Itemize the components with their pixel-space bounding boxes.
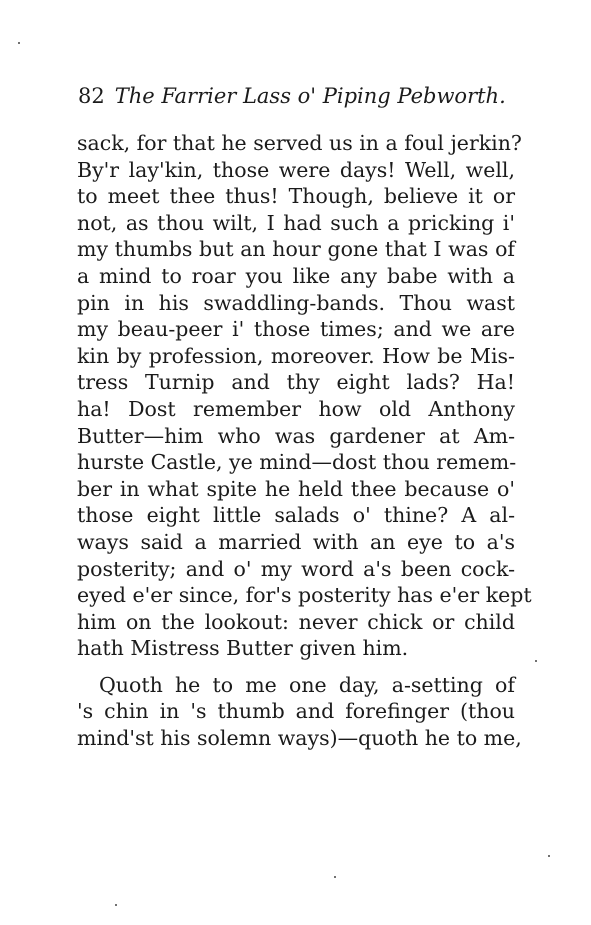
text-line: my thumbs but an hour gone that I was of [77,237,515,262]
body-text [77,130,532,752]
text-line: him on the lookout: never chick or child [77,609,515,634]
page-header [78,84,506,108]
text-line: kin by profession, moreover. How be Mis- [77,343,515,368]
text-line: ha! Dost remember how old Anthony [77,396,515,421]
text-line: pin in his swaddling-bands. Thou wast [77,290,515,315]
text-line: those eight little salads o' thine? A al- [77,503,515,528]
text-line: mind'st his solemn ways)—quoth he to me, [77,726,522,751]
text-line: my beau-peer i' those times; and we are [77,317,515,342]
paragraph [77,672,522,752]
paragraph-gap [77,662,515,672]
text-line: sack, for that he served us in a foul jerkin? [77,131,522,155]
text-line: posterity; and o' my word a's been cock- [77,556,515,581]
text-line: to meet thee thus! Though, believe it or [77,184,515,209]
text-line: hurste Castle, ye mind—dost thou remem- [77,450,517,475]
text-line: not, as thou wilt, I had such a pricking i' [77,210,515,235]
scan-speck [18,42,20,44]
text-line: tress Turnip and thy eight lads? Ha! [77,370,515,395]
scan-speck [548,855,550,857]
text-line: Quoth he to me one day, a-setting of [99,672,515,697]
text-line: 's chin in 's thumb and forefinger (thou [77,699,515,724]
text-line: Butter—him who was gardener at Am- [77,423,515,448]
running-title: The Farrier Lass o' Piping Pebworth. [114,84,506,108]
paragraph [77,130,532,662]
text-line: By'r lay'kin, those were days! Well, well, [77,157,515,182]
text-line: hath Mistress Butter given him. [77,636,409,661]
scan-speck [334,876,336,878]
scan-speck [535,660,537,662]
scan-speck [115,904,117,906]
text-line: ways said a married with an eye to a's [77,529,515,554]
text-line: ber in what spite he held thee because o' [77,476,515,501]
text-line: a mind to roar you like any babe with a [77,263,515,288]
page-number: 82 [78,84,105,108]
text-line: eyed e'er since, for's posterity has e'er kept [77,583,532,608]
